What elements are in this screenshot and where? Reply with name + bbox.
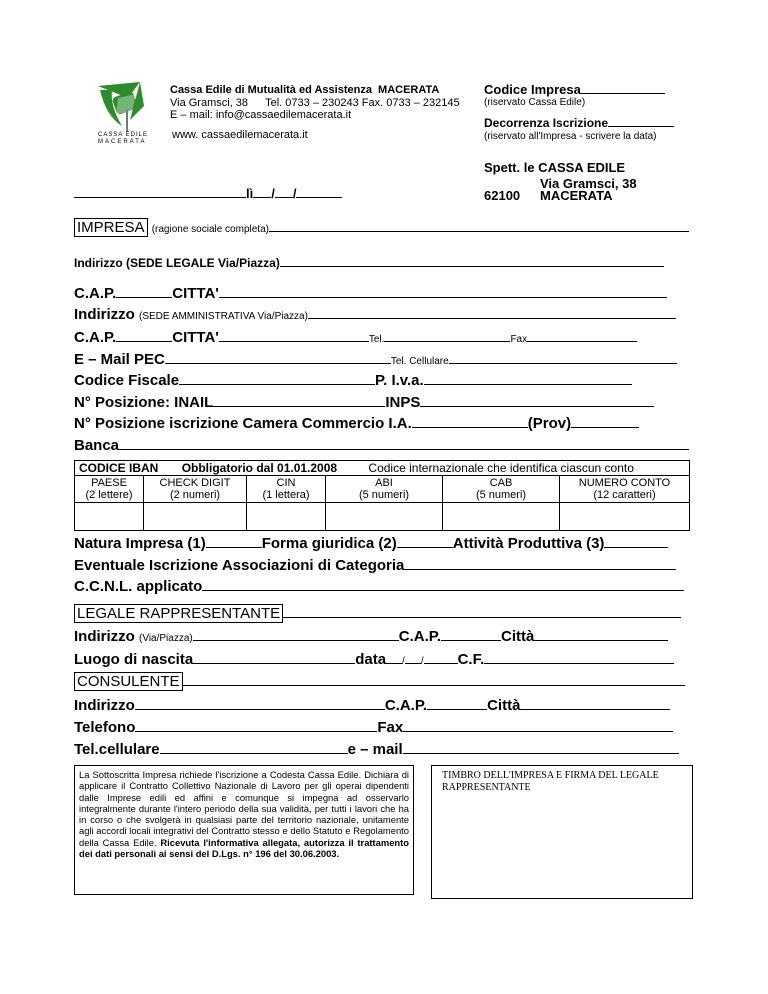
- codice-impresa-field[interactable]: [581, 93, 665, 94]
- iban-col-check: CHECK DIGIT (2 numeri): [144, 476, 247, 503]
- inail-inps-row: N° Posizione: INAIL INPS: [74, 394, 654, 411]
- declaration-text: La Sottoscritta Impresa richiede l'iscrizione a Codesta Cassa Edile. Dichiara di applicare il Contratto Collettivo Nazionale di Lavoro per gli operai dipendenti dalle Imprese edili ed affini e comunque si impegna ad osservarlo integralmente durante l'intero periodo della sua validità, per tutti i lavori che ha in corso o che svolgerà in qualsiasi parte del territorio nazionale, unitamente agli accordi locali integrativi del Contratto stesso e dello Statuto e Regolamento della Cassa Edile. Ricevuta l'informativa allegata, autorizza il trattamento dei dati personali ai sensi del D.Lgs. n° 196 del 30.06.2003.: [79, 769, 409, 860]
- cap-field-2[interactable]: [116, 341, 172, 342]
- cf-field[interactable]: [484, 663, 674, 664]
- sede-amm-field[interactable]: [308, 318, 676, 319]
- legale-cap-field[interactable]: [441, 640, 501, 641]
- logo: [92, 76, 158, 146]
- codice-fiscale-field[interactable]: [179, 384, 375, 385]
- iban-col-cin: CIN (1 lettera): [247, 476, 326, 503]
- natura-row: Natura Impresa (1) Forma giuridica (2) Attività Produttiva (3): [74, 535, 668, 552]
- consulente-citta-field[interactable]: [520, 709, 670, 710]
- camera-row: N° Posizione iscrizione Camera Commercio I.A. (Prov): [74, 415, 639, 432]
- iban-col-cab: CAB (5 numeri): [443, 476, 560, 503]
- year-field[interactable]: [296, 197, 342, 198]
- nascita-day-field[interactable]: [386, 663, 402, 664]
- luogo-row: Luogo di nascita data / / C.F.: [74, 651, 674, 668]
- cap-citta-row-2: C.A.P. CITTA' Tel. Fax: [74, 329, 637, 346]
- sede-legale-field[interactable]: [280, 266, 664, 267]
- legale-indirizzo-row: Indirizzo (Via/Piazza) C.A.P. Città: [74, 628, 668, 645]
- natura-field[interactable]: [206, 547, 262, 548]
- codice-impresa-label: Codice Impresa: [484, 82, 665, 97]
- iban-col-abi: ABI (5 numeri): [326, 476, 443, 503]
- cassa-edile-logo-icon: [92, 76, 158, 134]
- tel-cellulare-field[interactable]: [449, 363, 677, 364]
- codice-fiscale-row: Codice Fiscale P. I.v.a.: [74, 372, 632, 389]
- sede-amm-row: Indirizzo (SEDE AMMINISTRATIVA Via/Piazza): [74, 306, 676, 323]
- tel-field[interactable]: [384, 341, 510, 342]
- riservato-cassa: (riservato Cassa Edile): [484, 97, 586, 108]
- org-website: www. cassaedilemacerata.it: [172, 129, 308, 141]
- cap-citta-row-1: C.A.P. CITTA': [74, 285, 667, 302]
- luogo-field[interactable]: [193, 663, 355, 664]
- org-name: Cassa Edile di Mutualità ed Assistenza MACERATA: [170, 84, 440, 96]
- consulente-field[interactable]: [183, 685, 685, 686]
- ragione-sociale-field[interactable]: [269, 231, 689, 232]
- ccnl-row: C.C.N.L. applicato: [74, 578, 684, 595]
- telcell-field[interactable]: [160, 753, 348, 754]
- consulente-row: [74, 673, 685, 690]
- iban-title: CODICE IBAN: [79, 461, 159, 475]
- banca-field[interactable]: [119, 449, 689, 450]
- nascita-year-field[interactable]: [424, 663, 458, 664]
- org-phone-fax: Tel. 0733 – 230243 Fax. 0733 – 232145: [265, 97, 460, 109]
- recipient-cap: 62100: [484, 188, 521, 203]
- legale-label: LEGALE RAPPRESENTANTE: [74, 604, 283, 623]
- decorrenza-label: Decorrenza Iscrizione: [484, 116, 674, 130]
- declaration-box: [74, 765, 414, 895]
- ccnl-field[interactable]: [202, 590, 684, 591]
- telefono-field[interactable]: [135, 731, 377, 732]
- recipient-line2: Via Gramsci, 38: [540, 176, 637, 191]
- day-field[interactable]: [253, 197, 271, 198]
- iban-header-row: [75, 461, 690, 476]
- associazioni-field[interactable]: [404, 569, 676, 570]
- citta-field-1[interactable]: [219, 297, 667, 298]
- impresa-label: IMPRESA: [74, 218, 148, 237]
- iban-table: [74, 460, 690, 531]
- iban-desc: Codice internazionale che identifica ciascun conto: [368, 461, 634, 475]
- legale-indirizzo-field[interactable]: [193, 640, 399, 641]
- org-email: E – mail: info@cassaedilemacerata.it: [170, 109, 352, 121]
- consulente-indirizzo-field[interactable]: [135, 709, 385, 710]
- decorrenza-field[interactable]: [608, 126, 674, 127]
- consulente-fax-field[interactable]: [403, 731, 673, 732]
- fax-field[interactable]: [527, 341, 637, 342]
- legale-row: [74, 605, 681, 622]
- prov-field[interactable]: [571, 427, 639, 428]
- iban-col-paese: PAESE (2 lettere): [75, 476, 144, 503]
- recipient-line1: Spett. le CASSA EDILE: [484, 160, 626, 175]
- inail-field[interactable]: [213, 406, 385, 407]
- email-pec-field[interactable]: [165, 363, 391, 364]
- consulente-label: CONSULENTE: [74, 672, 183, 691]
- nascita-month-field[interactable]: [405, 663, 421, 664]
- logo-text-1: CASSA EDILE: [98, 132, 149, 138]
- telcell-row: Tel.cellulare e – mail: [74, 741, 679, 758]
- stamp-label: TIMBRO DELL'IMPRESA E FIRMA DEL LEGALE RAPPRESENTANTE: [442, 770, 659, 793]
- iban-col-conto: NUMERO CONTO (12 caratteri): [560, 476, 690, 503]
- iban-cab-field[interactable]: [443, 503, 560, 531]
- citta-field-2[interactable]: [219, 341, 369, 342]
- iban-obbligatorio: Obbligatorio dal 01.01.2008: [181, 461, 338, 475]
- org-address-line: [170, 97, 460, 109]
- consulente-cap-field[interactable]: [427, 709, 487, 710]
- camera-field[interactable]: [412, 427, 528, 428]
- iban-check-field[interactable]: [144, 503, 247, 531]
- logo-text-2: MACERATA: [98, 139, 147, 145]
- email-pec-row: E – Mail PEC Tel. Cellulare: [74, 351, 677, 368]
- riservato-impresa: (riservato all'Impresa - scrivere la data): [484, 131, 657, 142]
- piva-field[interactable]: [424, 384, 632, 385]
- legale-citta-field[interactable]: [534, 640, 668, 641]
- iban-cin-field[interactable]: [247, 503, 326, 531]
- legale-field[interactable]: [283, 617, 681, 618]
- iban-paese-field[interactable]: [75, 503, 144, 531]
- cap-field-1[interactable]: [116, 297, 172, 298]
- sede-legale-row: Indirizzo (SEDE LEGALE Via/Piazza): [74, 256, 664, 270]
- consulente-email-field[interactable]: [403, 753, 679, 754]
- declaration-privacy: Ricevuta l'informativa allegata, autorizza il trattamento dei dati personali ai sensi del D.Lgs. n° 196 del 30.06.2003.: [79, 836, 409, 860]
- impresa-row: [74, 219, 689, 236]
- recipient-city: MACERATA: [540, 188, 613, 203]
- inps-field[interactable]: [420, 406, 654, 407]
- month-field[interactable]: [275, 197, 293, 198]
- consulente-indirizzo-row: Indirizzo C.A.P. Città: [74, 697, 670, 714]
- iban-abi-field[interactable]: [326, 503, 443, 531]
- date-line: lì / /: [74, 186, 342, 201]
- place-field[interactable]: [74, 197, 246, 198]
- telefono-row: Telefono Fax: [74, 719, 673, 736]
- stamp-signature-box[interactable]: [431, 765, 693, 899]
- banca-row: Banca: [74, 437, 689, 454]
- ragione-sociale-label: (ragione sociale completa): [151, 224, 269, 235]
- org-address: Via Gramsci, 38: [170, 97, 249, 109]
- attivita-field[interactable]: [604, 547, 668, 548]
- iban-columns-row: [75, 476, 690, 503]
- iban-input-row: [75, 503, 690, 531]
- forma-field[interactable]: [397, 547, 453, 548]
- associazioni-row: Eventuale Iscrizione Associazioni di Categoria: [74, 557, 676, 574]
- iban-conto-field[interactable]: [560, 503, 690, 531]
